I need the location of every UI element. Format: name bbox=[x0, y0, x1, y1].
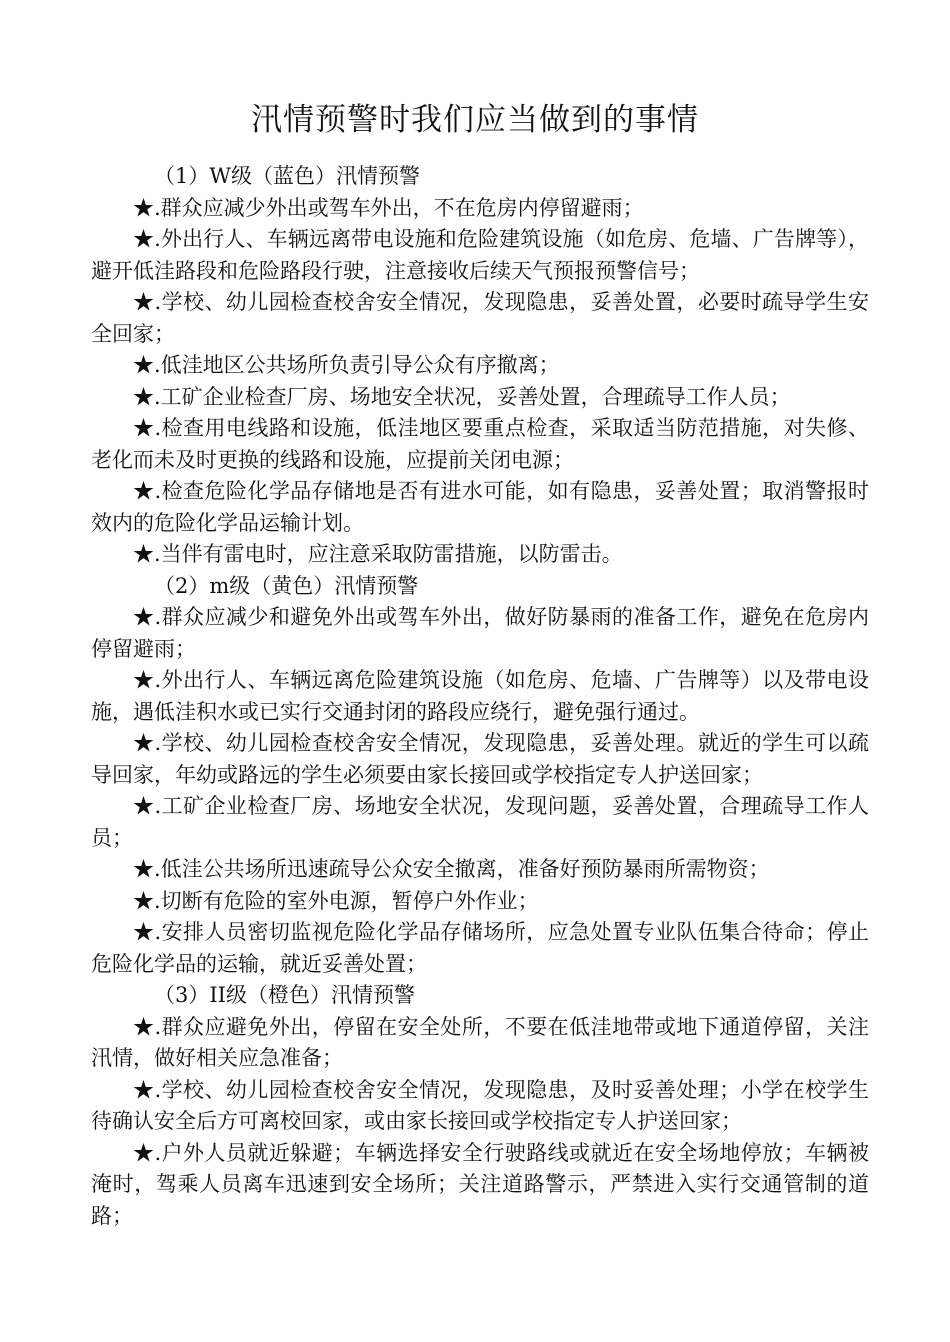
list-item: ★.工矿企业检查厂房、场地安全状况，发现问题，妥善处置，合理疏导工作人员； bbox=[91, 794, 869, 850]
list-item: ★.群众应避免外出，停留在安全处所，不要在低洼地带或地下通道停留，关注汛情，做好相关应急准备； bbox=[91, 1014, 869, 1070]
section-heading: （3）II级（橙色）汛情预警 bbox=[154, 983, 415, 1007]
list-item: ★.学校、幼儿园检查校舍安全情况，发现隐患，妥善处理。就近的学生可以疏导回家，年幼或路远的学生必须要由家长接回或学校指定专人护送回家； bbox=[91, 731, 869, 787]
list-item: ★.外出行人、车辆远离带电设施和危险建筑设施（如危房、危墙、广告牌等），避开低洼路段和危险路段行驶，注意接收后续天气预报预警信号； bbox=[91, 227, 869, 283]
section-heading: （2）m级（黄色）汛情预警 bbox=[154, 573, 419, 598]
list-item: ★.工矿企业检查厂房、场地安全状况，妥善处置，合理疏导工作人员； bbox=[133, 384, 791, 409]
list-item: ★.检查危险化学品存储地是否有进水可能，如有隐患，妥善处置；取消警报时效内的危险化学品运输计划。 bbox=[91, 479, 869, 535]
document-title: 汛情预警时我们应当做到的事情 bbox=[251, 101, 699, 138]
list-item: ★.低洼公共场所迅速疏导公众安全撤离，准备好预防暴雨所需物资； bbox=[133, 857, 770, 881]
list-item: ★.群众应减少外出或驾车外出，不在危房内停留避雨； bbox=[133, 195, 644, 220]
list-item: ★.当伴有雷电时，应注意采取防雷措施，以防雷击。 bbox=[133, 542, 623, 566]
list-item: ★.学校、幼儿园检查校舍安全情况，发现隐患，及时妥善处理；小学在校学生待确认安全后方可离校回家，或由家长接回或学校指定专人护送回家； bbox=[91, 1077, 869, 1133]
list-item: ★.切断有危险的室外电源，暂停户外作业； bbox=[133, 888, 539, 913]
list-item: ★.检查用电线路和设施，低洼地区要重点检查，采取适当防范措施，对失修、老化而未及时更换的线路和设施，应提前关闭电源； bbox=[91, 416, 869, 472]
list-item: ★.外出行人、车辆远离危险建筑设施（如危房、危墙、广告牌等）以及带电设施，遇低洼积水或已实行交通封闭的路段应绕行，避免强行通过。 bbox=[91, 668, 869, 724]
list-item: ★.安排人员密切监视危险化学品存储场所，应急处置专业队伍集合待命；停止危险化学品的运输，就近妥善处置； bbox=[91, 920, 869, 976]
list-item: ★.学校、幼儿园检查校舍安全情况，发现隐患，妥善处置，必要时疏导学生安全回家； bbox=[91, 290, 869, 346]
list-item: ★.低洼地区公共场所负责引导公众有序撤离； bbox=[133, 353, 560, 377]
section-heading: （1）W级（蓝色）汛情预警 bbox=[154, 164, 420, 188]
list-item: ★.群众应减少和避免外出或驾车外出，做好防暴雨的准备工作，避免在危房内停留避雨； bbox=[91, 605, 869, 661]
list-item: ★.户外人员就近躲避；车辆选择安全行驶路线或就近在安全场地停放；车辆被淹时，驾乘人员离车迅速到安全场所；关注道路警示，严禁进入实行交通管制的道路； bbox=[91, 1140, 869, 1228]
document-body bbox=[91, 161, 869, 1232]
